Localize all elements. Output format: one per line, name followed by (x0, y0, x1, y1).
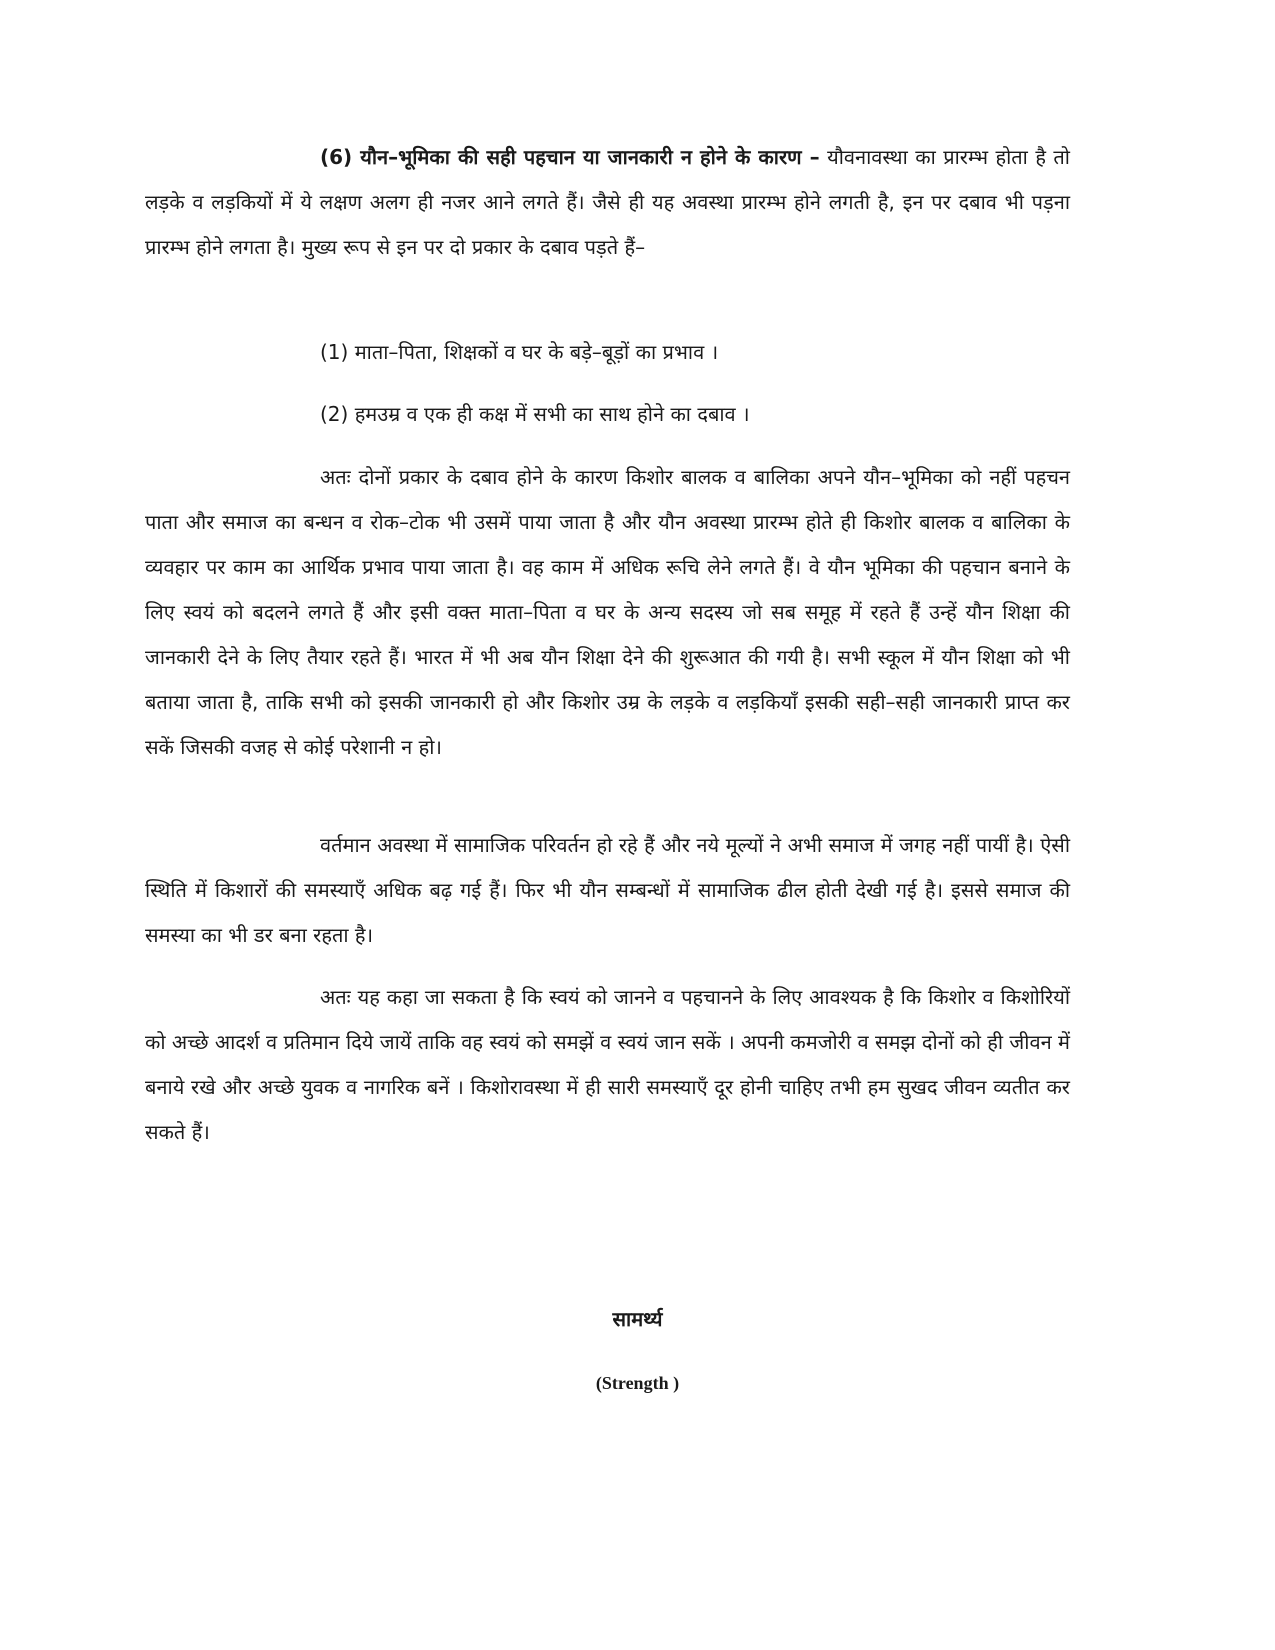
section-title: सामर्थ्य (612, 1307, 663, 1331)
paragraph-conclusion: अतः यह कहा जा सकता है कि स्वयं को जानने व पहचानने के लिए आवश्यक है कि किशोर व किशोरियों को अच्छे आदर्श व प्रतिमान दिये जायें ताकि वह स्वयं को समझें व स्वयं जान सकें । अपनी कमजोरी व समझ दोनों को ही जीवन में बनाये रखे और अच्छे युवक व नागरिक बनें । किशोरावस्था में ही सारी समस्याएँ दूर होनी चाहिए तभी हम सुखद जीवन व्यतीत कर सकते हैं। (145, 985, 1070, 1144)
paragraph-pressure-effects: अतः दोनों प्रकार के दबाव होने के कारण किशोर बालक व बालिका अपने यौन–भूमिका को नहीं पहचन पाता और समाज का बन्धन व रोक–टोक भी उसमें पाया जाता है और यौन अवस्था प्रारम्भ होते ही किशोर बालक व बालिका के व्यवहार पर काम का आर्थिक प्रभाव पाया जाता है। वह काम में अधिक रूचि लेने लगते हैं। वे यौन भूमिका की पहचान बनाने के लिए स्वयं को बदलने लगते हैं और इसी वक्त माता–पिता व घर के अन्य सदस्य जो सब समूह में रहते हैं उन्हें यौन शिक्षा की जानकारी देने के लिए तैयार रहते हैं। भारत में भी अब यौन शिक्षा देने की शुरूआत की गयी है। सभी स्कूल में यौन शिक्षा को भी बताया जाता है, ताकि सभी को इसकी जानकारी हो और किशोर उम्र के लड़के व लड़कियाँ इसकी सही–सही जानकारी प्राप्त कर सकें जिसकी वजह से कोई परेशानी न हो। (145, 465, 1070, 759)
paragraph-yaun-bhumika (145, 135, 1070, 270)
paragraph-text: यौवनावस्था का प्रारम्भ होता है तो लड़के व लड़कियों में ये लक्षण अलग ही नजर आने लगते हैं। जैसे ही यह अवस्था प्रारम्भ होने लगती है, इन पर दबाव भी पड़ना प्रारम्भ होने लगता है। मुख्य रूप से इन पर दो प्रकार के दबाव पड़ते हैं– (145, 145, 1070, 259)
paragraph-social-change: वर्तमान अवस्था में सामाजिक परिवर्तन हो रहे हैं और नये मूल्यों ने अभी समाज में जगह नहीं पायीं है। ऐसी स्थिति में किशारों की समस्याएँ अधिक बढ़ गई हैं। फिर भी यौन सम्बन्धों में सामाजिक ढील होती देखी गई है। इससे समाज की समस्या का भी डर बना रहता है। (145, 833, 1070, 947)
list-item-2: (2) हमउम्र व एक ही कक्ष में सभी का साथ होने का दबाव । (320, 402, 750, 426)
section-subtitle: (Strength ) (595, 1373, 680, 1393)
paragraph-heading: (6) यौन–भूमिका की सही पहचान या जानकारी न होने के कारण – (320, 145, 820, 169)
list-item-1: (1) माता–पिता, शिक्षकों व घर के बड़े–बूड़ों का प्रभाव । (320, 340, 719, 364)
